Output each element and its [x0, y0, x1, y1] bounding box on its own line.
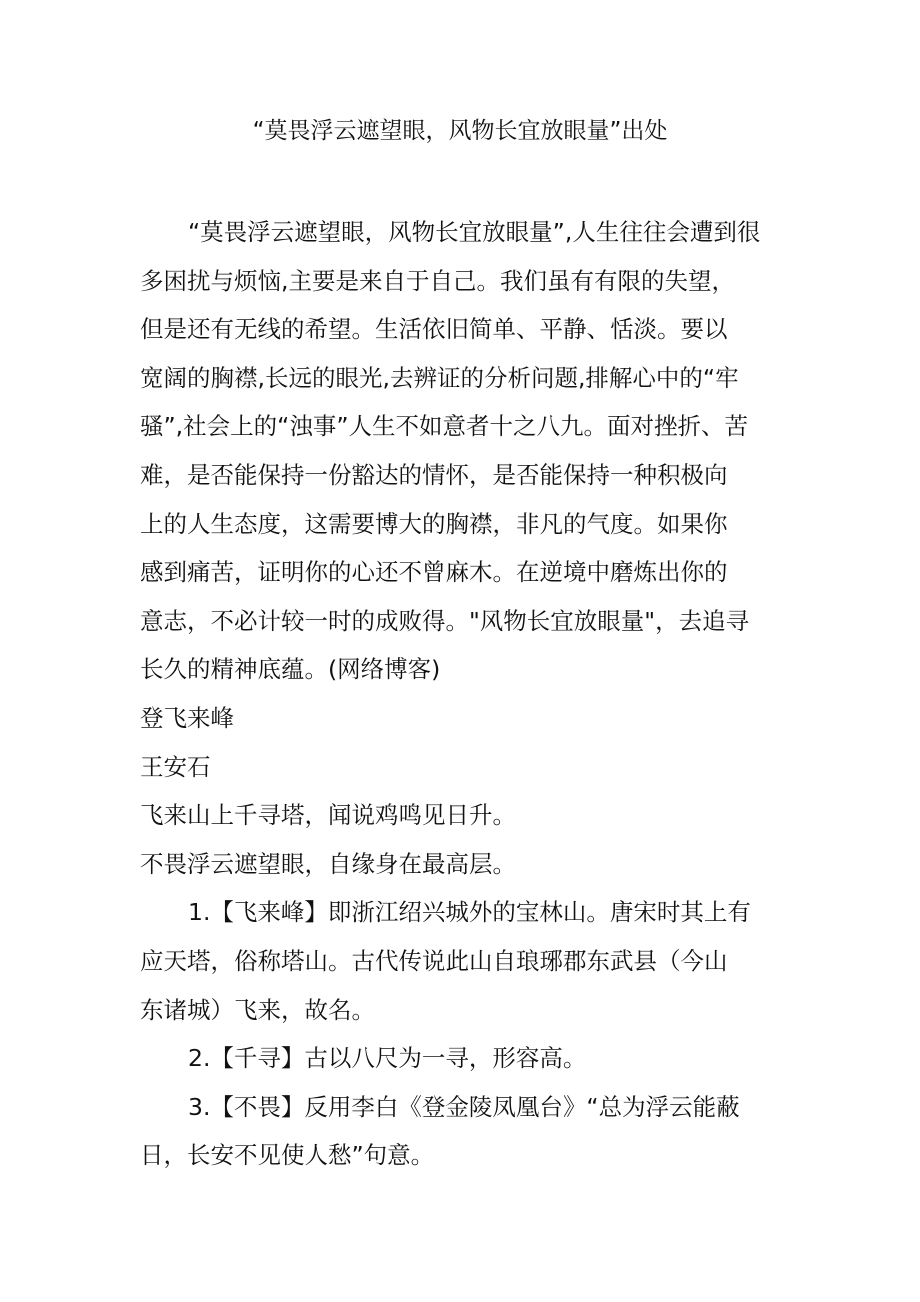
note-1	[140, 888, 785, 1034]
paragraph-line: “莫畏浮云遮望眼，风物长宜放眼量”,人生往往会遭到很	[188, 218, 761, 246]
note-3	[140, 1083, 785, 1180]
paragraph-line: 骚”,社会上的“浊事”人生不如意者十之八九。面对挫折、苦	[140, 412, 748, 441]
paragraph-line: 宽阔的胸襟,长远的眼光,去辨证的分析问题,排解心中的“牢	[140, 363, 739, 392]
paragraph-line: 长久的精神底蕴。(网络博客)	[140, 655, 441, 684]
paragraph-line: 感到痛苦，证明你的心还不曾麻木。在逆境中磨炼出你的	[140, 558, 728, 587]
intro-paragraph	[140, 208, 785, 694]
poem-line: 不畏浮云遮望眼，自缘身在最高层。	[140, 849, 516, 878]
paragraph-line: 上的人生态度，这需要博大的胸襟，非凡的气度。如果你	[140, 509, 728, 538]
poem-title: 登飞来峰	[140, 703, 234, 732]
poem-author: 王安石	[140, 752, 211, 781]
document-title: “莫畏浮云遮望眼，风物长宜放眼量”出处	[252, 118, 668, 144]
note-2	[140, 1034, 785, 1083]
paragraph-line: 难，是否能保持一份豁达的情怀，是否能保持一种积极向	[140, 460, 728, 489]
note-line: 2.【千寻】古以八尺为一寻，形容高。	[188, 1044, 587, 1073]
paragraph-line: 但是还有无线的希望。生活依旧简单、平静、恬淡。要以	[140, 315, 728, 344]
note-line: 日，长安不见使人愁”句意。	[140, 1141, 435, 1170]
poem-line: 飞来山上千寻塔，闻说鸡鸣见日升。	[140, 801, 516, 830]
paragraph-line: 意志，不必计较一时的成败得。"风物长宜放眼量"，去追寻	[140, 606, 750, 635]
note-line: 3.【不畏】反用李白《登金陵凤凰台》“总为浮云能蔽	[188, 1092, 740, 1121]
note-line: 东诸城）飞来，故名。	[140, 995, 375, 1024]
note-line: 1.【飞来峰】即浙江绍兴城外的宝林山。唐宋时其上有	[188, 898, 751, 927]
document-body	[140, 208, 785, 1180]
paragraph-line: 多困扰与烦恼,主要是来自于自己。我们虽有有限的失望，	[140, 266, 735, 295]
note-line: 应天塔，俗称塔山。古代传说此山自琅琊郡东武县（今山	[140, 946, 728, 975]
